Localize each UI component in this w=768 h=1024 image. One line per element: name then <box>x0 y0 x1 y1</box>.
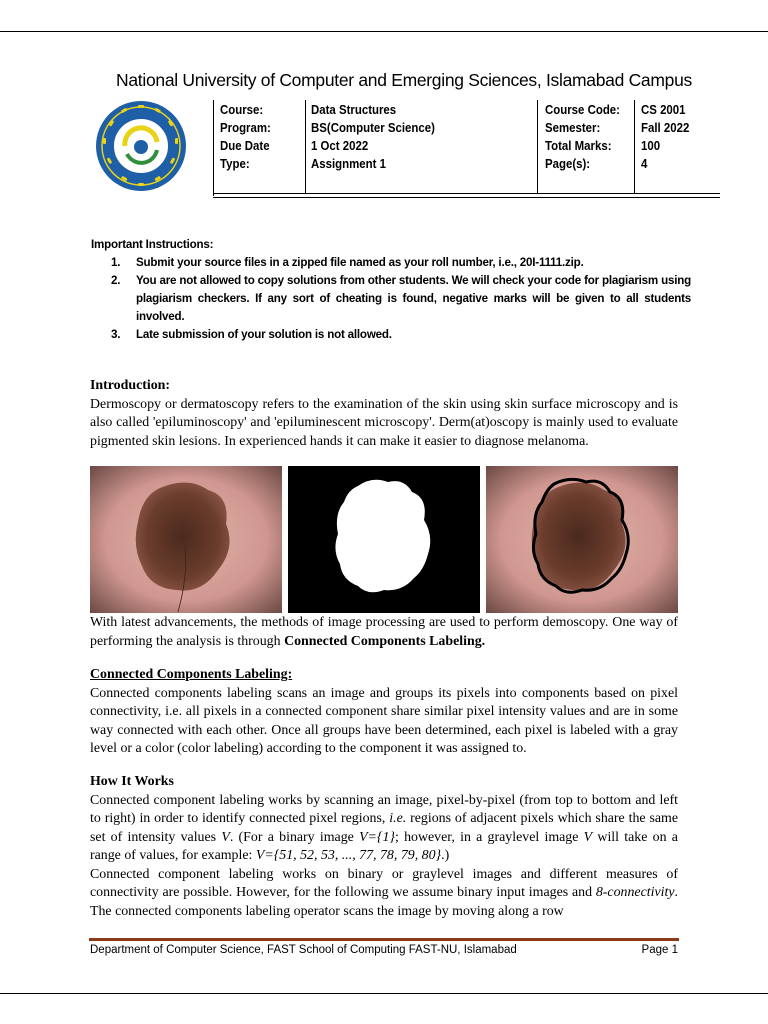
course-label: Course: <box>220 102 264 117</box>
text-run: V <box>583 829 593 845</box>
type-value: Assignment 1 <box>311 156 386 171</box>
header-labels-left <box>220 101 271 173</box>
course-code-label: Course Code: <box>545 102 620 117</box>
header-divider-2 <box>305 100 306 193</box>
text-run: V <box>221 829 230 845</box>
ccl-section <box>90 666 678 759</box>
page-bottom-rule <box>0 993 768 994</box>
program-value: BS(Computer Science) <box>311 120 435 135</box>
instruction-number: 2. <box>111 274 121 287</box>
footer-page-number: Page 1 <box>641 944 678 956</box>
text-run: ; however, in a graylevel image <box>394 829 584 845</box>
important-instructions <box>91 236 691 344</box>
instruction-text: Submit your source files in a zipped file named as your roll number, i.e., 20I-1111.zip. <box>136 256 584 269</box>
course-code-value: CS 2001 <box>641 102 686 117</box>
header-divider-3 <box>537 100 538 193</box>
how-it-works-paragraph-2 <box>90 866 678 922</box>
semester-value: Fall 2022 <box>641 120 690 135</box>
header-labels-right <box>545 101 620 173</box>
original-lesion-image <box>90 466 282 613</box>
ccl-term: Connected Components Labeling. <box>284 633 486 649</box>
introduction-heading: Introduction: <box>90 378 171 393</box>
instruction-item <box>91 326 691 344</box>
after-figure-text: With latest advancements, the methods of image processing are used to perform demoscopy. One way of performing the analysis is through <box>90 615 678 649</box>
total-marks-value: 100 <box>641 138 661 153</box>
lesion-contour-image <box>486 466 678 613</box>
due-date-value: 1 Oct 2022 <box>311 138 369 153</box>
header-bottom-line <box>213 193 720 194</box>
page-top-rule <box>0 31 768 32</box>
instructions-title: Important Instructions: <box>91 238 214 251</box>
instruction-item <box>91 254 691 272</box>
header-values-right <box>641 101 689 173</box>
how-it-works-paragraph-1 <box>90 792 678 866</box>
text-run: V={51, 52, 53, ..., 77, 78, 79, 80} <box>255 848 442 863</box>
ccl-text: Connected components labeling scans an image and groups its pixels into components based on pixel connectivity, i.e. all pixels in a connected component share similar pixel intensity values and are in some way connected with each other. Once all groups have been determined, each pixel is labeled with a gray level or a color (color labeling) according to the component it was assigned to. <box>90 685 678 756</box>
text-run: . The connected components labeling operator scans the image by moving along a row <box>90 885 678 919</box>
ccl-heading: Connected Components Labeling: <box>90 667 293 682</box>
total-marks-label: Total Marks: <box>545 138 612 153</box>
text-run: V={1} <box>359 829 395 845</box>
header-values-left <box>311 101 435 173</box>
text-run: 8-connectivity <box>595 885 675 900</box>
text-run: i.e. <box>389 811 407 826</box>
header-divider-4 <box>634 100 635 193</box>
due-date-label: Due Date <box>220 138 270 153</box>
university-logo <box>95 100 187 192</box>
pages-value: 4 <box>641 156 648 171</box>
type-label: Type: <box>220 156 250 171</box>
text-run: .) <box>441 848 450 863</box>
instruction-number: 3. <box>111 328 121 341</box>
text-run: will take on a range of values, for example: <box>90 829 678 863</box>
text-run: Connected component labeling works on binary or graylevel images and different measures of connectivity are possible. However, for the following we assume binary input images and <box>90 866 678 900</box>
header-bottom-line-2 <box>213 197 720 198</box>
dermoscopy-figure <box>90 466 678 613</box>
binary-mask-image <box>288 466 480 613</box>
header-divider-1 <box>213 100 214 196</box>
semester-label: Semester: <box>545 120 601 135</box>
introduction-text: Dermoscopy or dermatoscopy refers to the examination of the skin using skin surface microscopy and is also called 'epiluminoscopy' and 'epiluminescent microscopy'. Derm(at)oscopy is mainly used to evaluate pigmented skin lesions. In experienced hands it can make it easier to diagnose melanoma. <box>90 396 678 449</box>
program-label: Program: <box>220 120 271 135</box>
instruction-number: 1. <box>111 256 121 269</box>
pages-label: Page(s): <box>545 156 591 171</box>
introduction-section <box>90 377 678 451</box>
instruction-text: Late submission of your solution is not allowed. <box>136 328 392 341</box>
university-title: National University of Computer and Emerging Sciences, Islamabad Campus <box>116 70 692 90</box>
text-run: Connected component labeling works by scanning an image, pixel-by-pixel (from top to bottom and left to right) in order to identify connected pixel regions, <box>90 792 678 826</box>
how-it-works-heading: How It Works <box>90 774 174 789</box>
footer-bar <box>89 938 679 941</box>
instruction-item <box>91 272 691 326</box>
course-value: Data Structures <box>311 102 397 117</box>
how-it-works-section <box>90 773 678 921</box>
instruction-text: You are not allowed to copy solutions from other students. We will check your code for plagiarism using plagiarism checkers. If any sort of cheating is found, negative marks will be given to all students involved. <box>136 274 691 323</box>
footer-department: Department of Computer Science, FAST School of Computing FAST-NU, Islamabad <box>90 944 517 956</box>
after-figure-paragraph <box>90 614 678 651</box>
text-run: regions of adjacent pixels which share the same set of intensity values <box>90 811 679 845</box>
text-run: . (For a binary image <box>229 829 360 845</box>
